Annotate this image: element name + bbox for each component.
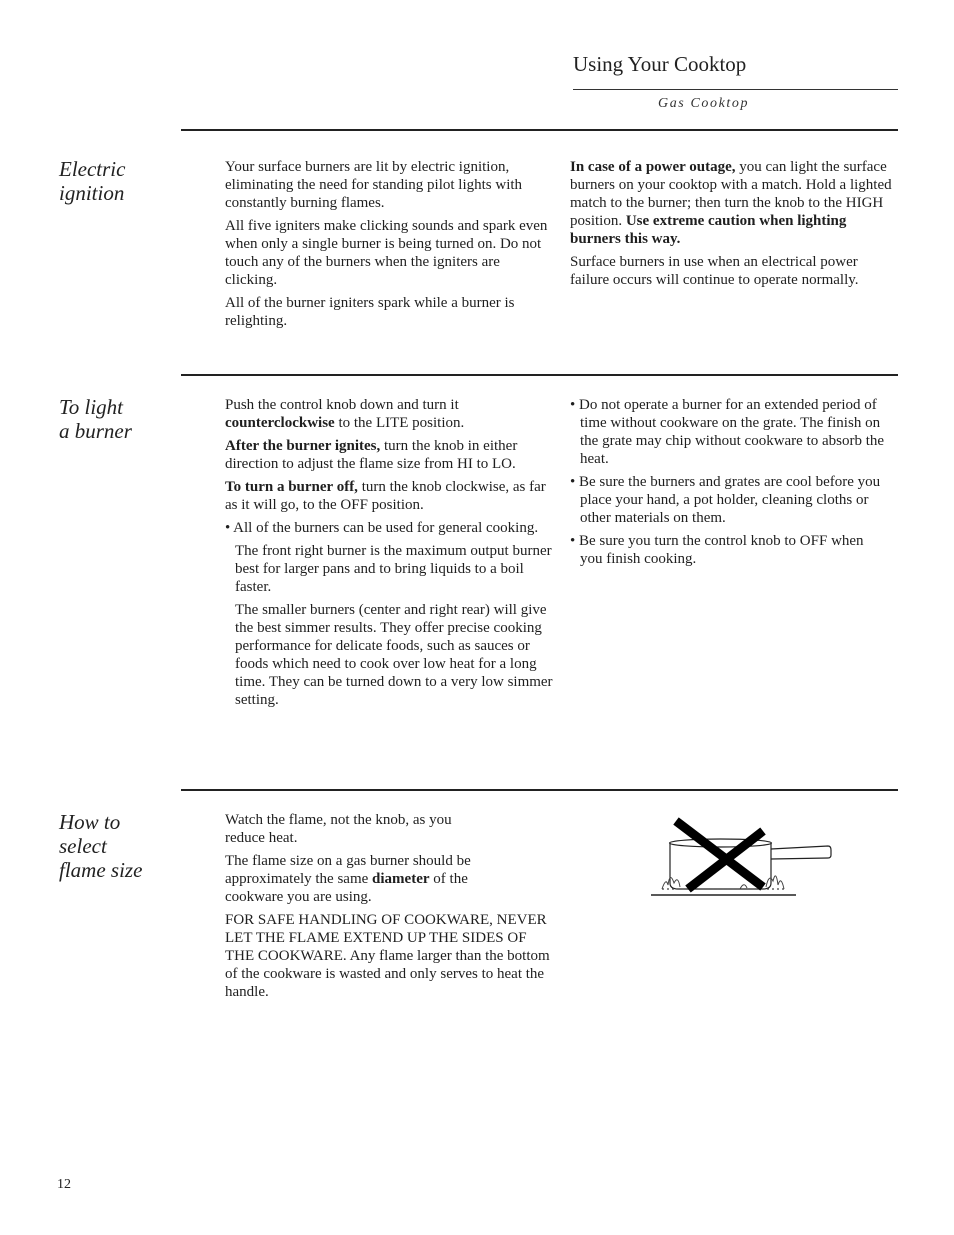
pot-flame-crossed-out-illustration bbox=[648, 815, 838, 900]
indented-paragraph: The smaller burners (center and right rear) will give the best simmer results. They offer precise cooking performance for delicate foods, such as sauces or foods which need to cook over low heat for a long time. They can be turned down to a very low simmer setting. bbox=[235, 602, 553, 708]
paragraph: Surface burners in use when an electrical power failure occurs will continue to operate normally. bbox=[570, 254, 859, 288]
electric-ignition-left-column bbox=[225, 158, 555, 335]
electric-ignition-right-column bbox=[570, 158, 898, 294]
paragraph: In case of a power outage, you can light the surface burners on your cooktop with a match. Hold a lighted match to the burner; then turn the knob to the HIGH position. Use extreme caution when lighting burners this way. bbox=[570, 159, 892, 247]
bold-warning: Use extreme caution when lighting burners this way. bbox=[570, 213, 847, 247]
bullet-item: • Do not operate a burner for an extended period of time without cookware on the grate. The finish on the grate may chip without cookware to absorb the heat. bbox=[570, 397, 885, 467]
paragraph: All five igniters make clicking sounds and spark even when only a single burner is being turned on. Do not touch any of the burners when the igniters are clicking. bbox=[225, 218, 548, 288]
paragraph: All of the burner igniters spark while a burner is relighting. bbox=[225, 295, 515, 329]
flame-size-left-column bbox=[225, 811, 555, 1006]
section-divider bbox=[181, 129, 898, 131]
section-divider bbox=[181, 789, 898, 791]
header-divider bbox=[573, 89, 898, 90]
bold-lead: In case of a power outage, bbox=[570, 159, 736, 175]
page-number: 12 bbox=[57, 1177, 71, 1192]
section-title-to-light-a-burner: To light a burner bbox=[59, 395, 132, 443]
section-divider bbox=[181, 374, 898, 376]
paragraph: Push the control knob down and turn it counterclockwise to the LITE position. bbox=[225, 397, 465, 431]
paragraph: Your surface burners are lit by electric ignition, eliminating the need for standing pilot lights with constantly burning flames. bbox=[225, 159, 523, 211]
light-burner-right-column bbox=[570, 396, 885, 573]
bullet-item: • Be sure the burners and grates are cool before you place your hand, a pot holder, cleaning cloths or other materials on them. bbox=[570, 474, 881, 526]
paragraph: After the burner ignites, turn the knob in either direction to adjust the flame size from HI to LO. bbox=[225, 438, 518, 472]
bullet-item: • Be sure you turn the control knob to OFF when you finish cooking. bbox=[570, 533, 864, 567]
bullet-item: • All of the burners can be used for general cooking. bbox=[225, 520, 539, 536]
paragraph: FOR SAFE HANDLING OF COOKWARE, NEVER LET THE FLAME EXTEND UP THE SIDES OF THE COOKWARE. Any flame larger than the bottom of the cookware is wasted and only serves to heat the handle. bbox=[225, 912, 550, 1000]
section-title-flame-size: How to select flame size bbox=[59, 810, 143, 882]
paragraph: To turn a burner off, turn the knob clockwise, as far as it will go, to the OFF position. bbox=[225, 479, 546, 513]
section-title-electric-ignition: Electric ignition bbox=[59, 157, 126, 205]
indented-paragraph: The front right burner is the maximum output burner best for larger pans and to bring liquids to a boil faster. bbox=[235, 543, 552, 595]
paragraph: Watch the flame, not the knob, as you reduce heat. bbox=[225, 812, 452, 846]
page-header-subtitle: Gas Cooktop bbox=[658, 96, 750, 111]
page-header-title: Using Your Cooktop bbox=[573, 52, 747, 76]
paragraph: The flame size on a gas burner should be approximately the same diameter of the cookware you are using. bbox=[225, 853, 471, 905]
light-burner-left-column bbox=[225, 396, 555, 714]
